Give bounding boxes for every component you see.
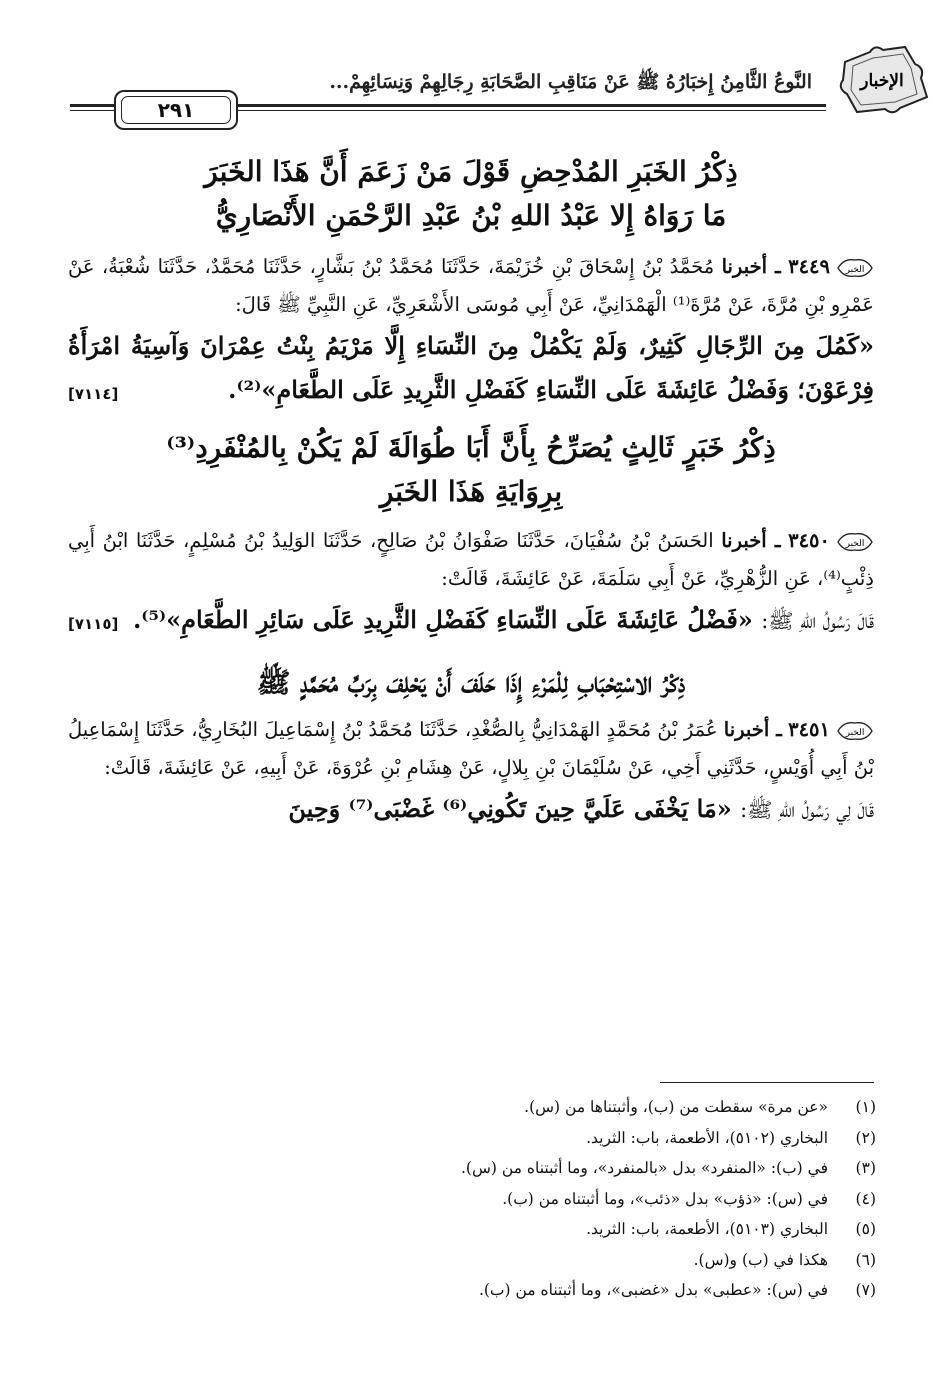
badge-label: الإخبار: [860, 71, 904, 91]
matn-text: «مَا يَخْفَى عَلَيَّ حِينَ تَكُونِي⁽⁶⁾ غَضْبَى⁽⁷⁾ وَحِينَ: [288, 794, 732, 823]
matn-paragraph: [68, 324, 874, 412]
footnote-number: (٥): [855, 1220, 876, 1238]
section-3451: [68, 661, 874, 832]
hadith-number: ٣٤٥١: [788, 718, 831, 741]
section-3449: [68, 150, 874, 412]
footnote-rule: [660, 1082, 874, 1083]
running-title: النَّوعُ الثَّامِنُ إِخبَارُهُ ﷺ عَنْ مَنَاقِبِ الصَّحَابَةِ رِجَالِهِمْ وَنِسَائِهِمْ...: [329, 71, 812, 93]
isnad-text: عُمَرُ بْنُ مُحَمَّدٍ الهَمْدَانِيُّ بِالصُّغْدِ، حَدَّثَنَا مُحَمَّدُ بْنُ إِسْمَاعِيلَ البُخَارِيُّ، حَدَّثَنَا إِسْمَاعِيلُ بْنُ أَبِي أُوَيْسٍ، حَدَّثَنِي أَخِي، عَنْ سُلَيْمَانَ بْنِ بِلالٍ، عَنْ هِشَامِ بْنِ عُرْوَةَ، عَنْ أَبِيهِ، عَنْ عَائِشَةَ، قَالَتْ:: [68, 718, 874, 779]
isnad-paragraph: [68, 711, 874, 787]
footnote-number: (١): [855, 1098, 876, 1116]
page-header: [70, 42, 930, 122]
section-heading: [68, 150, 874, 238]
footnote-number: (٧): [855, 1281, 876, 1299]
puzzle-badge-icon: [835, 42, 930, 117]
section-heading: [68, 661, 874, 705]
akhbarana-label: ـ أخبرنا: [721, 255, 781, 278]
page-number: ٢٩١: [121, 96, 231, 124]
footnote-item: [100, 1092, 876, 1123]
hadith-number: ٣٤٤٩: [788, 255, 831, 278]
svg-text:الخبر: الخبر: [845, 264, 865, 275]
heading-line: مَا رَوَاهُ إِلا عَبْدُ اللهِ بْنُ عَبْدِ الرَّحْمَنِ الأَنْصَارِيُّ: [215, 199, 727, 232]
isnad-paragraph: [68, 248, 874, 324]
hadith-marker-icon: [836, 531, 874, 553]
hadith-marker-icon: [836, 720, 874, 742]
footnote-number: (٤): [855, 1189, 876, 1208]
reference-number: [٧١١٥]: [68, 615, 119, 633]
footnote-item: [100, 1214, 876, 1245]
isnad-text: الحَسَنُ بْنُ سُفْيَانَ، حَدَّثَنَا صَفْوَانُ بْنُ صَالِحٍ، حَدَّثَنَا الوَلِيدُ بْنُ مُسْلِمٍ، حَدَّثَنَا ابْنُ أَبِي ذِئْبٍ⁽⁴⁾، عَنِ الزُّهْرِيِّ، عَنْ أَبِي سَلَمَةَ، عَنْ عَائِشَةَ، قَالَتْ:: [68, 529, 874, 590]
footnote-item: [100, 1153, 876, 1184]
matn-paragraph: [68, 598, 874, 643]
page-number-frame: [114, 90, 238, 130]
matn-text: «فَضْلُ عَائِشَةَ عَلَى النِّسَاءِ كَفَضْلِ الثَّرِيدِ عَلَى سَائِرِ الطَّعَامِ»⁽⁵⁾.: [132, 605, 753, 634]
hadith-number: ٣٤٥٠: [788, 529, 830, 552]
footnote-text: في (س): «ذؤب» بدل «ذئب»، وما أثبتناه من (ب).: [502, 1189, 828, 1208]
akhbarana-label: ـ أخبرنا: [723, 718, 782, 741]
footnote-number: (٦): [855, 1250, 876, 1269]
akhbarana-label: ـ أخبرنا: [721, 529, 781, 552]
hadith-marker-icon: [836, 257, 874, 279]
main-content: [68, 150, 874, 832]
svg-text:الخبر: الخبر: [845, 727, 865, 738]
section-heading: [68, 426, 874, 514]
matn-intro: قَالَ رَسُولُ اللهِ ﷺ:: [761, 609, 874, 633]
svg-text:الخبر: الخبر: [845, 538, 865, 549]
footnote-number: (٢): [855, 1128, 876, 1147]
footnote-text: هكذا في (ب) و(س).: [693, 1250, 828, 1269]
footnote-text: البخاري (٥١٠٢)، الأطعمة، باب: الثريد.: [586, 1128, 828, 1147]
footnote-item: [100, 1184, 876, 1215]
heading-line: ذِكْرُ الاسْتِحْبَابِ لِلْمَرْءِ إِذَا حَلَفَ أَنْ يَحْلِفَ بِرَبِّ مُحَمَّدٍ ﷺ: [256, 666, 686, 699]
isnad-text: مُحَمَّدُ بْنُ إِسْحَاقَ بْنِ خُزَيْمَةَ، حَدَّثَنَا مُحَمَّدُ بْنُ بَشَّارٍ، حَدَّثَنَا مُحَمَّدٌ، حَدَّثَنَا شُعْبَةُ، عَنْ عَمْرِو بْنِ مُرَّةَ، عَنْ مُرَّةَ⁽¹⁾ الْهَمْدَانِيِّ، عَنْ أَبِي مُوسَى الأَشْعَرِيِّ، عَنِ النَّبِيِّ ﷺ قَالَ:: [68, 255, 874, 316]
heading-line: ذِكْرُ الخَبَرِ المُدْحِضِ قَوْلَ مَنْ زَعَمَ أَنَّ هَذَا الخَبَرَ: [204, 155, 738, 188]
section-3450: [68, 426, 874, 643]
footnote-item: [100, 1123, 876, 1154]
footnote-number: (٣): [855, 1159, 876, 1177]
matn-text: «كَمُلَ مِنَ الرِّجَالِ كَثِيرٌ، وَلَمْ يَكْمُلْ مِنَ النِّسَاءِ إِلَّا مَرْيَمُ بِنْتُ عِمْرَانَ وَآسِيَةُ امْرَأَةُ فِرْعَوْنَ؛ وَفَضْلُ عَائِشَةَ عَلَى النِّسَاءِ كَفَضْلِ الثَّرِيدِ عَلَى الطَّعَامِ»⁽²⁾.: [68, 331, 875, 404]
isnad-paragraph: [68, 522, 874, 598]
footnote-text: البخاري (٥١٠٣)، الأطعمة، باب: الثريد.: [586, 1220, 828, 1238]
footnote-item: [100, 1245, 876, 1276]
footnote-text: في (س): «عطبى» بدل «غضبى»، وما أثبتناه من (ب).: [478, 1281, 828, 1299]
footnote-text: في (ب): «المنفرد» بدل «بالمنفرد»، وما أثبتناه من (س).: [460, 1159, 828, 1177]
reference-number: [٧١١٤]: [68, 385, 119, 403]
heading-line: بِرِوَايَةِ هَذَا الخَبَرِ: [379, 475, 563, 508]
matn-intro: قَالَ لِي رَسُولُ اللهِ ﷺ:: [740, 798, 874, 822]
footnote-text: «عن مرة» سقطت من (ب)، وأثبتناها من (س).: [524, 1098, 828, 1116]
matn-paragraph: [68, 787, 874, 832]
heading-line: ذِكْرُ خَبَرٍ ثَالِثٍ يُصَرِّحُ بِأَنَّ أَبَا طُوَالَةَ لَمْ يَكُنْ بِالمُنْفَرِدِ⁽³⁾: [166, 431, 776, 464]
footnote-item: [100, 1275, 876, 1306]
footnotes: [100, 1092, 876, 1306]
